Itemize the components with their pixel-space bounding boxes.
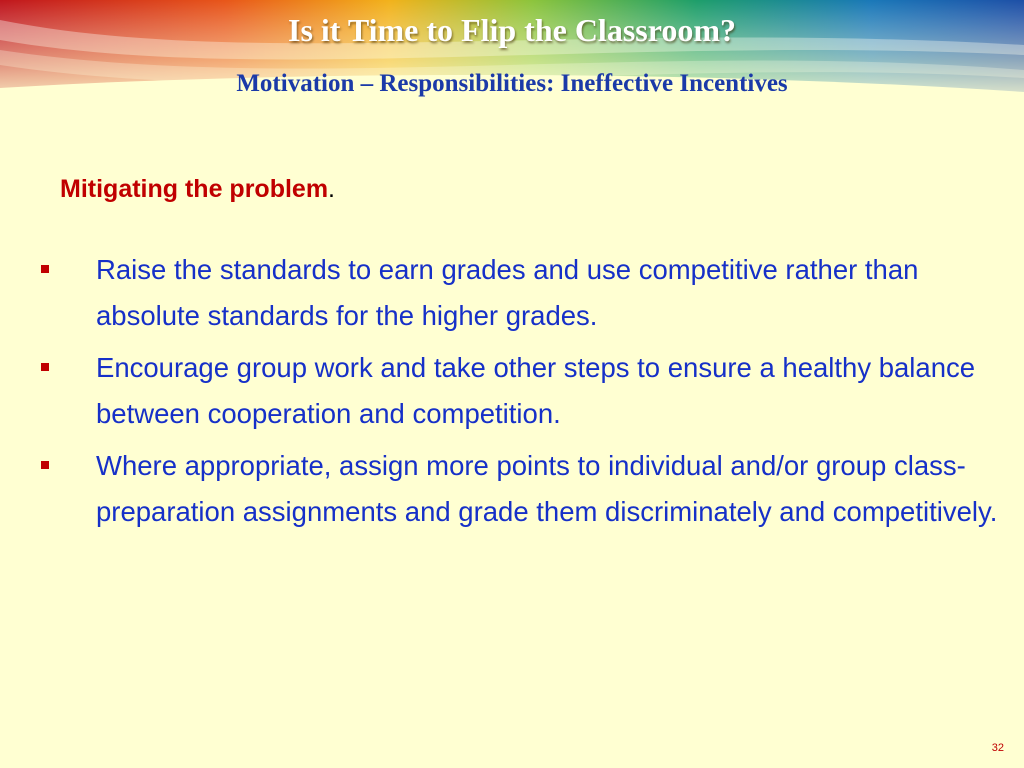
bullet-item [38, 443, 998, 535]
bullet-text: Where appropriate, assign more points to individual and/or group class-preparation assignments and grade them discriminately and competitively. [96, 450, 998, 527]
square-bullet-icon [41, 363, 49, 371]
section-heading-period: . [328, 175, 335, 203]
square-bullet-icon [41, 265, 49, 273]
square-bullet-icon [41, 461, 49, 469]
section-heading-emphasis: Mitigating the problem [60, 175, 329, 203]
bullet-text: Raise the standards to earn grades and use competitive rather than absolute standards for the higher grades. [96, 254, 919, 331]
slide-title: Is it Time to Flip the Classroom? [287, 12, 736, 48]
bullet-list [38, 247, 998, 541]
bullet-text: Encourage group work and take other steps to ensure a healthy balance between cooperation and competition. [96, 352, 976, 429]
page-number: 32 [991, 742, 1004, 754]
bullet-item [38, 345, 998, 437]
slide-subtitle: Motivation – Responsibilities: Ineffective Incentives [236, 70, 788, 97]
section-heading [60, 175, 335, 204]
bullet-item [38, 247, 998, 339]
